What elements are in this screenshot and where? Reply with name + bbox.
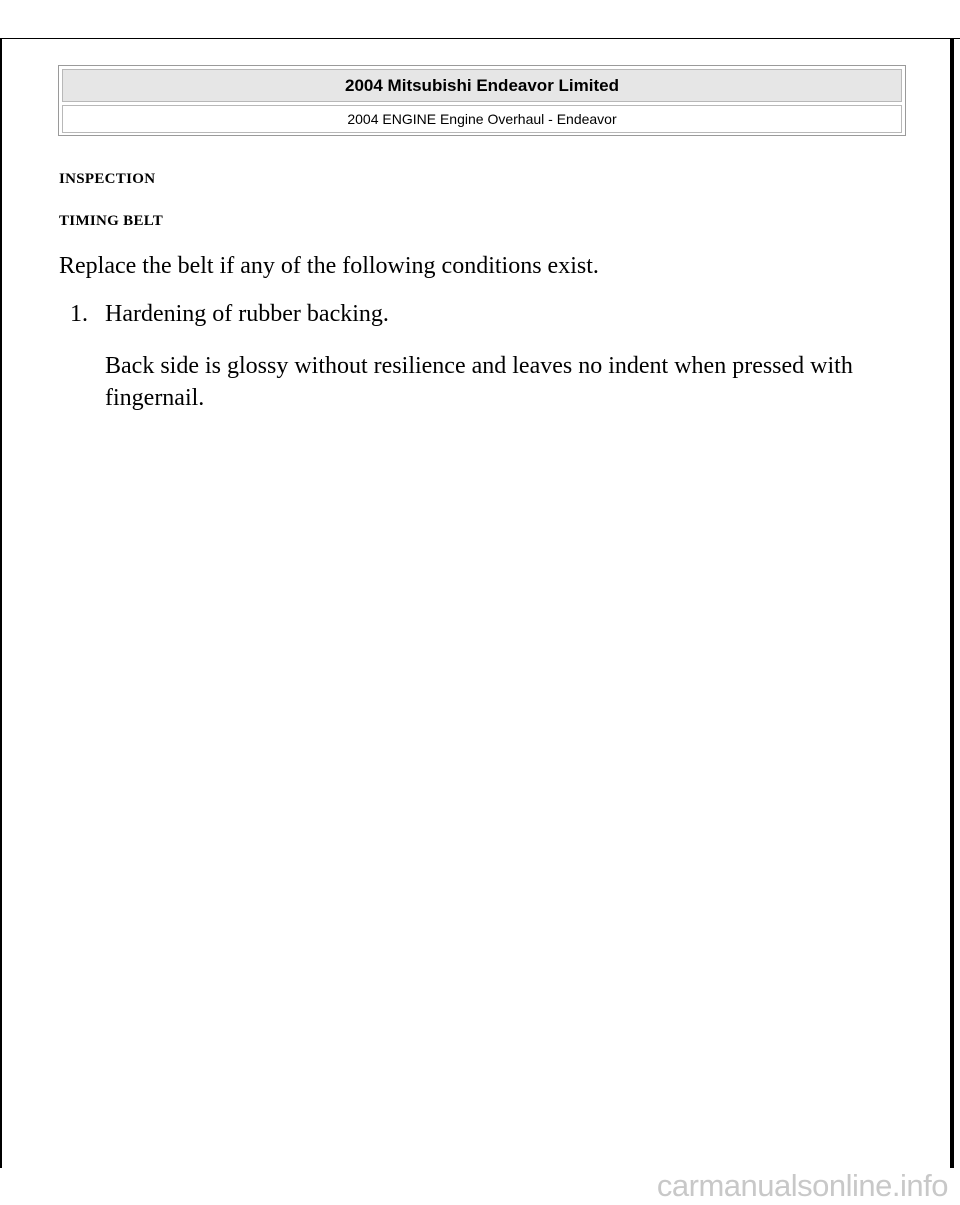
subsection-heading: TIMING BELT [59, 213, 164, 229]
header-subtitle: 2004 ENGINE Engine Overhaul - Endeavor [62, 105, 902, 133]
list-item [70, 301, 389, 328]
document-header [58, 65, 906, 136]
section-heading: INSPECTION [59, 171, 156, 187]
page-frame-left [0, 38, 2, 1168]
page-frame-right [950, 38, 954, 1168]
list-item-detail: Back side is glossy without resilience and leaves no indent when pressed with fingernail. [105, 353, 853, 411]
list-item-title: Hardening of rubber backing. [105, 301, 389, 327]
list-item-number: 1. [70, 301, 88, 327]
watermark: carmanualsonline.info [656, 1168, 948, 1203]
page-frame-top [0, 38, 960, 39]
header-title: 2004 Mitsubishi Endeavor Limited [62, 69, 902, 102]
intro-paragraph: Replace the belt if any of the following conditions exist. [59, 253, 599, 279]
